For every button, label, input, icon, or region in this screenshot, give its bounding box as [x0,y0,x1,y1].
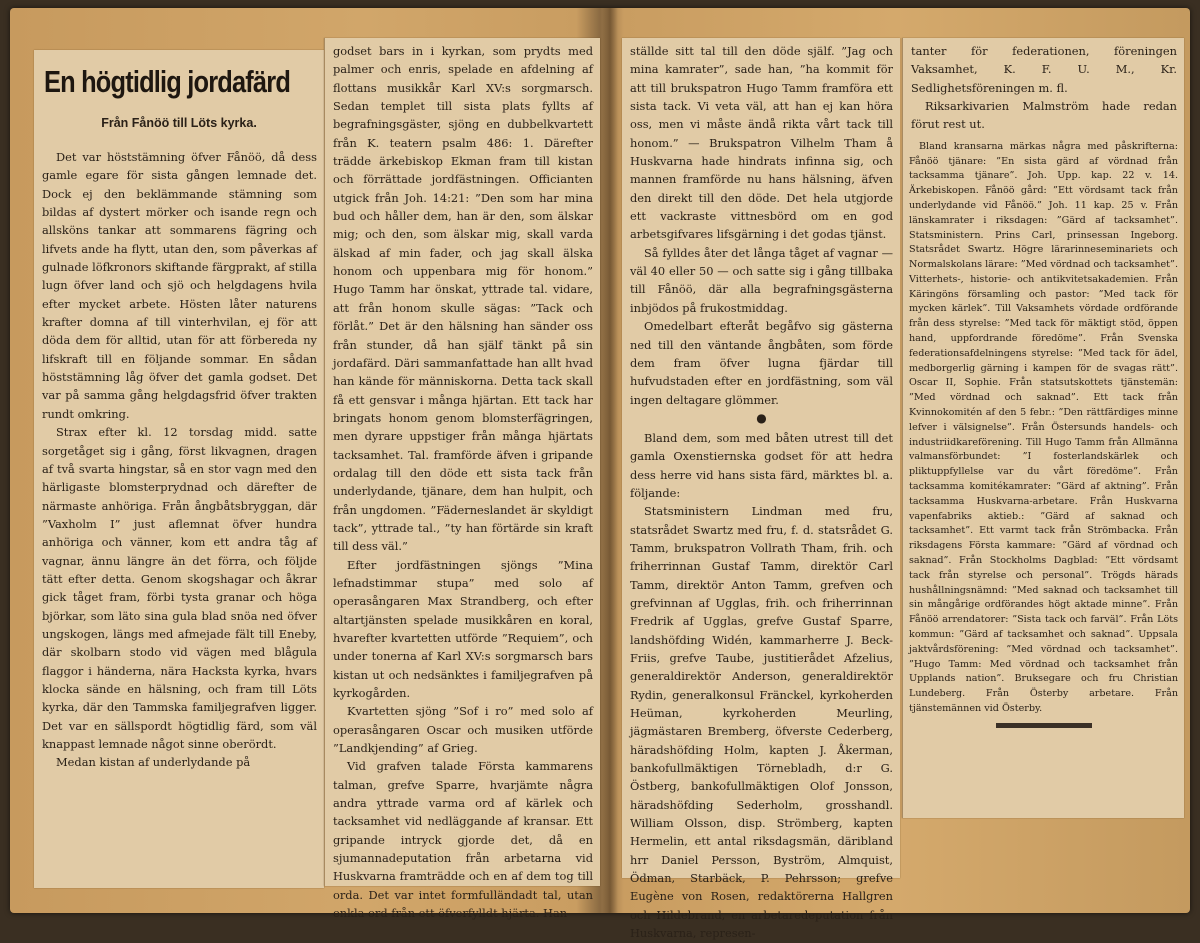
end-rule [996,723,1092,728]
paragraph: Vid grafven talade Första kammarens talman, grefve Sparre, hvarjämte några andra yttrade varma ord af kärlek och tacksamhet vid nedläggande af kransar. Ett gripande intryck gjorde det, då en sjumannadeputation från arbetarna vid Huskvarna framträdde och en af dem tog till orda. Det var intet formfulländadt tal, utan enkla ord från ett öfverfylldt hjärta. Han [333,759,593,921]
column-3-text [622,38,900,943]
column-1-text [34,144,324,772]
paragraph: Omedelbart efteråt begåfvo sig gästerna ned till den väntande ångbåten, som förde dem fram öfver lugna fjärdar till hufvudstaden efter en jordfästning, som väl ingen deltagare glömmer. [630,319,893,407]
paragraph: godset bars in i kyrkan, som prydts med palmer och enris, spelade en afdelning af flottans musikkår Karl XV:s sorgmarsch. Sedan templet till sista plats fyllts af begrafningsgäster, sjöng en dubbelkvartett från K. teatern psalm 486: 1. Därefter trädde ärkebiskop Ekman fram till kistan och förrättade jordfästningen. Officianten utgick från Joh. 14:21: ”Den som har mina bud och håller dem, han är den, som älskar mig; och den, som älskar mig, skall varda älskad af min fader, och jag skall älska honom och uppenbara mig för honom.” Hugo Tamm har önskat, yttrade tal. vidare, att från honom skulle sägas: ”Tack och förlåt.” Det är den hälsning han sänder oss från stunder, då han själf tänkt på sin jordafärd. Däri sammanfattade han allt hvad han kände för människorna. Detta tack skall få ett gensvar i många hjärtan. Ett tack har bringats honom genom blomsterfägringen, men dyrare uppstiger från många hjärtats tacksamhet. Tal. framförde äfven i gripande ordalag till den döde ett sista tack från underlydande, tjänare, dem han hulpit, och från ungdomen. ”Fäderneslandet är skyldigt tack”, yttrade tal., ”ty han förtärde sin kraft till dess väl.” [333,44,593,554]
paragraph: Det var höststämning öfver Fånöö, då dess gamle egare för sista gången lemnade det. Dock ej den beklämmande stämning som bildas af dystert mörker och isande regn och allsköns tankar att sommarens fägring och lifvets ande ha flytt, utan den, som påverkas af gulnade löfkronors skiftande färgprakt, af stilla lugn öfver land och sjö och helgdagens hvila efter mycket arbete. Hösten låter naturens krafter domna af till vinterhvilan, ej för att döda dem för alltid, utan för att förbereda ny lifskraft till en följande sommar. En sådan höststämning låg öfver det gamla godset. Det var på samma gång helgdagsfrid öfver trakten rundt omkring. [42,150,317,421]
scrapbook-spread [10,8,1190,941]
article-subheading: Från Fånöö till Löts kyrka. [101,116,257,130]
paragraph: tanter för federationen, föreningen Vaksamhet, K. F. U. M., Kr. Sedlighetsföreningen m. fl. [911,44,1177,95]
paragraph: Bland dem, som med båten utrest till det gamla Oxenstiernska godset för att hedra dess herre vid hans sista färd, märktes bl. a. följande: [630,430,893,500]
paragraph: Statsministern Lindman med fru, statsrådet Swartz med fru, f. d. statsrådet G. Tamm, brukspatron Vollrath Tham, frih. och friherrinnan Gustaf Tamm, direktör Carl Tamm, direktör Anton Tamm, grefven och grefvinnan af Ugglas, frih. och friherrinnan Fredrik af Ugglas, grefve Gustaf Sparre, landshöfding Widén, kammarherre J. Beck-Friis, grefve Taube, justitierådet Afzelius, generaldirektör Anderson, generaldirektör Rydin, generalkonsul Fränckel, kyrkoherden Heüman, kyrkoherden Meurling, jägmästaren Bremberg, öfverste Cederberg, häradshöfding Holm, kapten J. Åkerman, bankofullmäktigen Törnebladh, d:r G. Östberg, bankofullmäktigen Olof Jonsson, häradshöfding Sederholm, grosshandl. William Olsson, disp. Strömberg, kapten Hermelin, ett antal riksdagsmän, däribland hrr Daniel Persson, Byström, Almquist, Ödman, Starbäck, P. Pehrsson; grefve Eugène von Rosen, redaktörerna Hallgren och Hildebrand, en arbetaredeputation från Huskvarna, represen- [630,504,893,941]
page-gutter [602,8,618,913]
section-divider-bullet: ● [756,410,767,425]
wreath-inscriptions [903,134,1184,717]
paragraph: Medan kistan af underlydande på [56,755,251,770]
paragraph: Så fylldes åter det långa tåget af vagnar — väl 40 eller 50 — och satte sig i gång tillbaka till Fånöö, där alla begrafningsgästerna inbjödos på frukostmiddag. [630,245,893,315]
clipping-column-1 [34,50,324,888]
clipping-column-3 [622,38,900,941]
clipping-column-2 [324,38,600,921]
column-4-text [903,38,1184,134]
paragraph: Strax efter kl. 12 torsdag midd. satte sorgetåget sig i gång, först likvagnen, dragen af två svarta hingstar, så en stor vagn med den härligaste blomsterprydnad och därefter de närmaste anhöriga. Från ångbåtsbryggan, där ”Vaxholm I” just aflemnat öfver hundra anhöriga och vänner, kom ett andra tåg af vagnar, ännu längre än det förra, och följde tätt efter detta. Genom skogshagar och åkrar gick tåget fram, förbi tysta granar och höga björkar, som läto sina gula blad snöa ned öfver ungskogen, längs med afmejade fält till Eneby, där skolbarn stodo vid vägen med blågula flaggor i händerna, nära Hacksta kyrka, hvars klocka sände en hälsning, och fram till Löts kyrka, där den Tammska familjegrafven ligger. Det var en sällspordt högtidlig färd, som väl knappast lemnade något sinne oberördt. [42,425,317,751]
paragraph: Bland kransarna märkas några med påskrifterna: Fånöö tjänare: ”En sista gärd af vördnad från tacksamma tjänare”. Joh. Upp. kap. 22 v. 14. Ärkebiskopen. Fånöö gård: ”Ett vördsamt tack från underlydande vid Fånöö.” Joh. 11 kap. 25 v. Från länskamrater i riksdagen: ”Gärd af tacksamhet”. Statsministern. Prins Carl, prinsessan Ingeborg. Statsrådet Swartz. Högre lärarinneseminariets och Normalskolans lärare: ”Med vördnad och tacksamhet”. Vitterhets-, historie- och antikvitetsakademien. Från Käringöns församling och pastor: ”Med tack för mycken kärlek”. Till Vaksamhets vördade ordförande från dess styrelse: ”Med tack för mäktigt stöd, öppen hand, uppfordrande föredöme”. Från Svenska federationsafdelningens styrelse: ”Med tack för ädel, medborgerlig gärning i kampen för de svagas rätt”. Oscar II, Sophie. Från statsutskottets tjänstemän: ”Med vördnad och saknad”. Ett tack från Kvinnokomitén af den 5 febr.: ”Den rättfärdiges minne lefver i välsignelse”. Från Östersunds handels- och industriidkareförening. Till Hugo Tamm från Allmänna valmansförbundet: ”I fosterlandskärlek och pliktuppfyllelse var du vårt föredöme”. Från tacksamma komitékamrater: ”Gärd af aktning”. Från tacksamma Huskvarna-arbetare. Från Huskvarna vapenfabriks aktieb.: ”Gärd af saknad och tacksamhet”. Ett varmt tack från Strömbacka. Från riksdagens Första kammare: ”Gärd af vördnad och saknad”. Från Stockholms Dagblad: ”Ett vördsamt tack från styrelse och personal”. Trögds härads hushållningsnämnd: ”Med saknad och tacksamhet till sin mångårige ordförandes högt aktade minne”. Från Fånöö arrendatorer: ”Sista tack och farväl”. Från Löts kommun: ”Gärd af tacksamhet och saknad”. Uppsala jaktvårdsförening: ”Med vördnad och tacksamhet”. ”Hugo Tamm: Med vördnad och tacksamhet från Upplands nation”. Bruksegare och fru Christian Lundeberg. Från Österby arbetare. Från tjänstemännen vid Österby. [909,140,1178,714]
clipping-column-4 [902,38,1184,818]
paragraph: ställde sitt tal till den döde själf. ”Jag och mina kamrater”, sade han, ”ha kommit för att till brukspatron Hugo Tamm framföra ett sista tack. Vi veta väl, att han ej kan höra oss, men vi måste ändå rikta vårt tack till honom.” — Brukspatron Vilhelm Tham å Huskvarna hade hindrats infinna sig, och mannen framförde nu hans hälsning, äfven den direkt till den döde. Det hela utgjorde ett vackraste vittnesbörd om en god arbetsgifvares lifsgärning i det godas tjänst. [630,44,893,242]
column-2-text [325,38,600,923]
article-headline: En högtidlig jordafärd [44,64,291,99]
paragraph: Riksarkivarien Malmström hade redan förut rest ut. [911,99,1177,132]
paragraph: Efter jordfästningen sjöngs ”Mina lefnadstimmar stupa” med solo af operasångaren Max Strandberg, och efter altartjänsten spelade musikkåren en koral, hvarefter kvartetten utförde ”Requiem”, och under tonerna af Karl XV:s sorgmarsch bars kistan ut och nedsänktes i familjegrafven på kyrkogården. [333,557,593,701]
paragraph: Kvartetten sjöng ”Sof i ro” med solo af operasångaren Oscar och musiken utförde ”Landkjending” af Grieg. [333,704,593,756]
